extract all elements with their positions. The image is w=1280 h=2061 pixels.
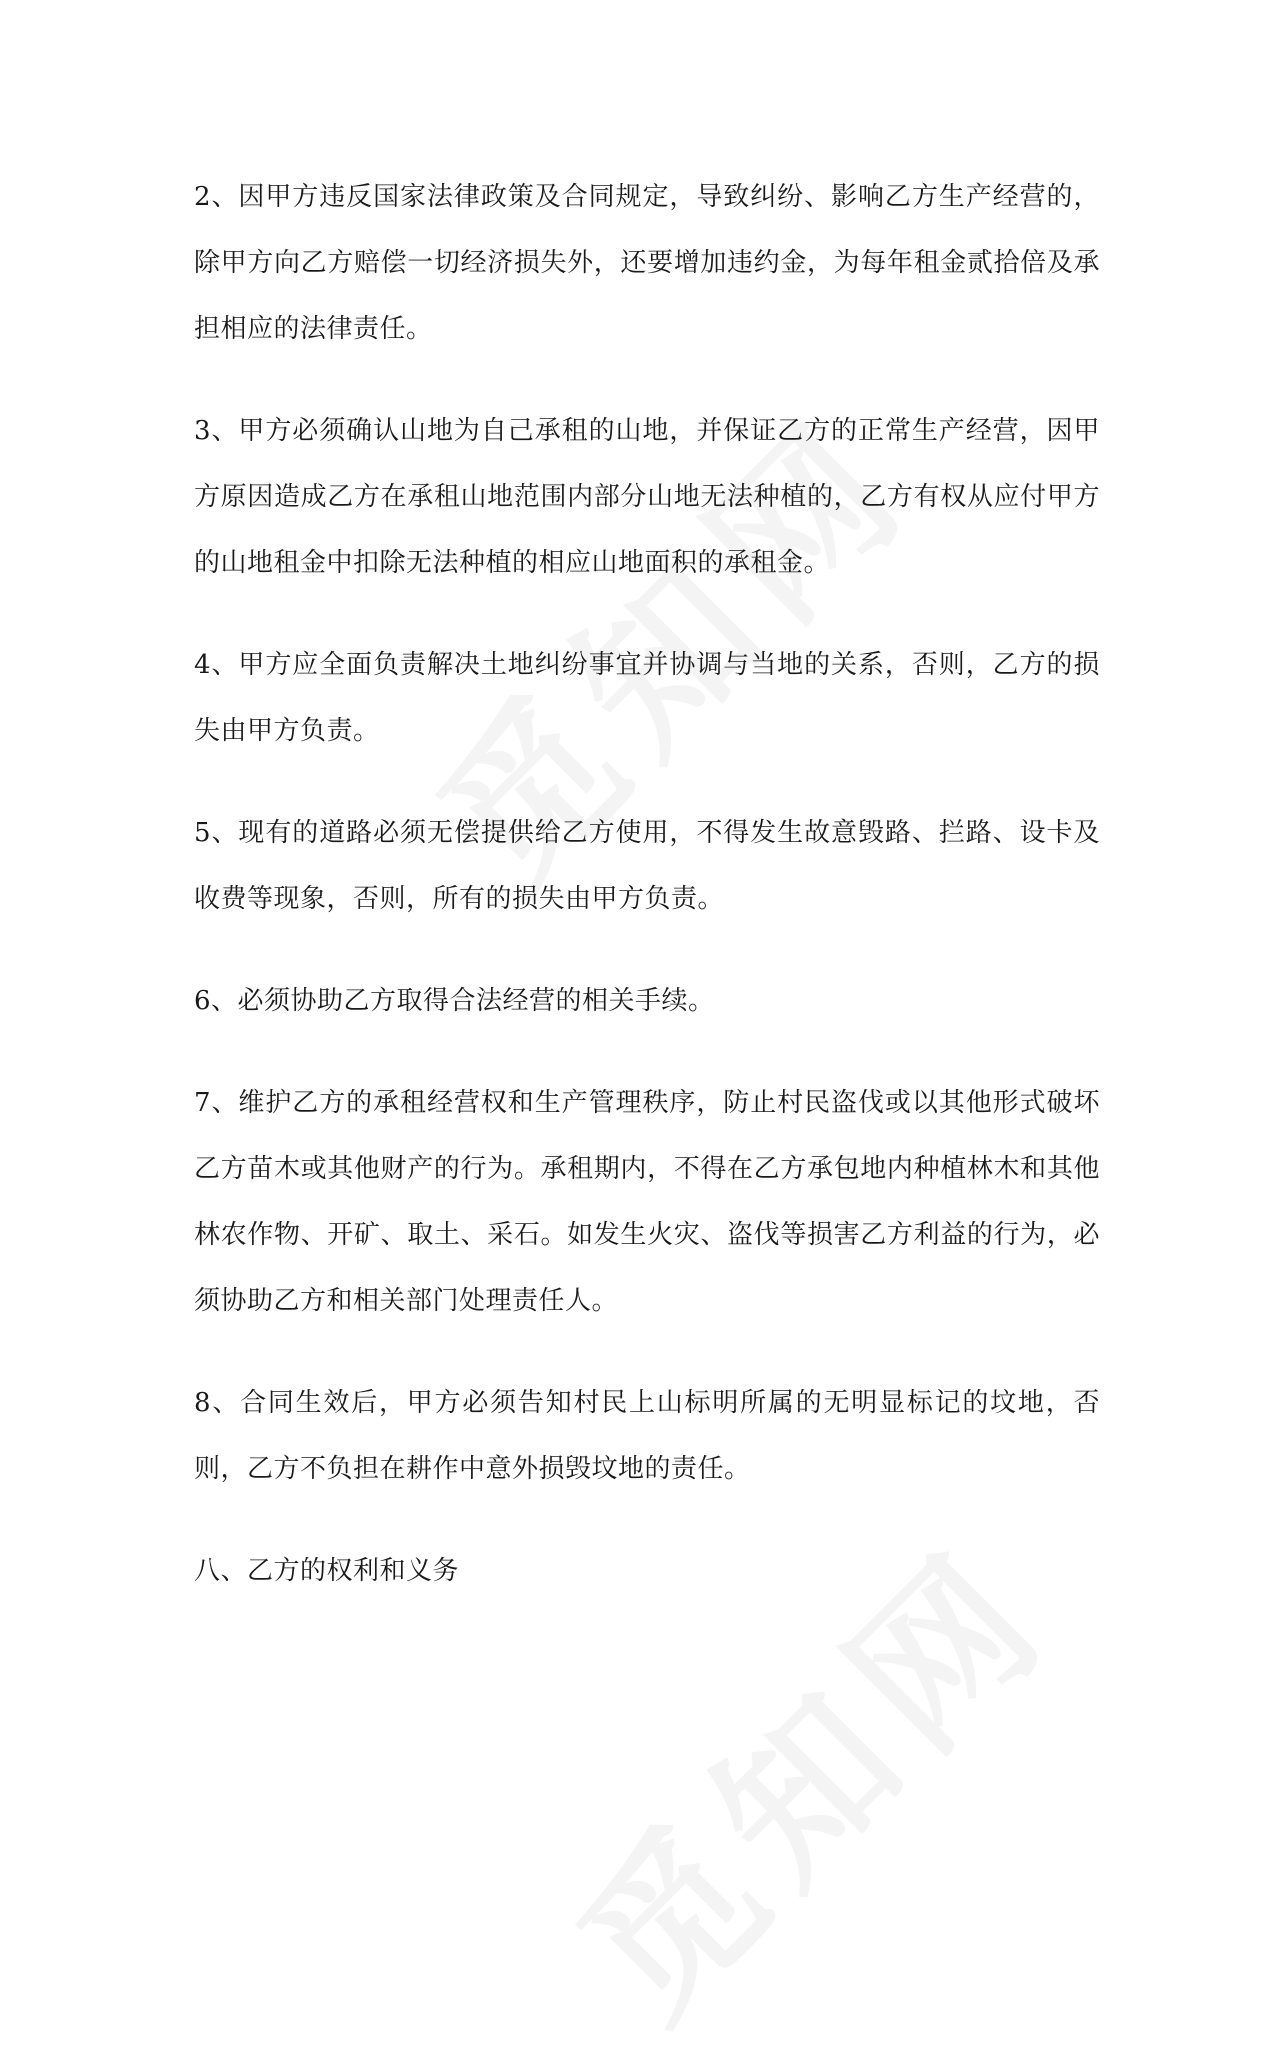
clause-8: 8、合同生效后，甲方必须告知村民上山标明所属的无明显标记的坟地，否则，乙方不负担在耕作中意外损毁坟地的责任。 <box>194 1388 1100 1484</box>
clause-7: 7、维护乙方的承租经营权和生产管理秩序，防止村民盗伐或以其他形式破坏乙方苗木或其他财产的行为。承租期内，不得在乙方承包地内种植林木和其他林农作物、开矿、取土、采石。如发生火灾、盗伐等损害乙方利益的行为，必须协助乙方和相关部门处理责任人。 <box>194 1088 1100 1316</box>
clause-5: 5、现有的道路必须无偿提供给乙方使用，不得发生故意毁路、拦路、设卡及收费等现象，否则，所有的损失由甲方负责。 <box>194 818 1100 914</box>
clause-3: 3、甲方必须确认山地为自己承租的山地，并保证乙方的正常生产经营，因甲方原因造成乙方在承租山地范围内部分山地无法种植的，乙方有权从应付甲方的山地租金中扣除无法种植的相应山地面积的承租金。 <box>194 416 1100 578</box>
clause-2: 2、因甲方违反国家法律政策及合同规定，导致纠纷、影响乙方生产经营的，除甲方向乙方赔偿一切经济损失外，还要增加违约金，为每年租金贰拾倍及承担相应的法律责任。 <box>194 182 1100 344</box>
clause-4: 4、甲方应全面负责解决土地纠纷事宜并协调与当地的关系，否则，乙方的损失由甲方负责。 <box>194 650 1100 746</box>
document-body <box>194 164 1100 1604</box>
clause-6: 6、必须协助乙方取得合法经营的相关手续。 <box>194 986 715 1016</box>
section-heading: 八、乙方的权利和义务 <box>194 1556 460 1586</box>
